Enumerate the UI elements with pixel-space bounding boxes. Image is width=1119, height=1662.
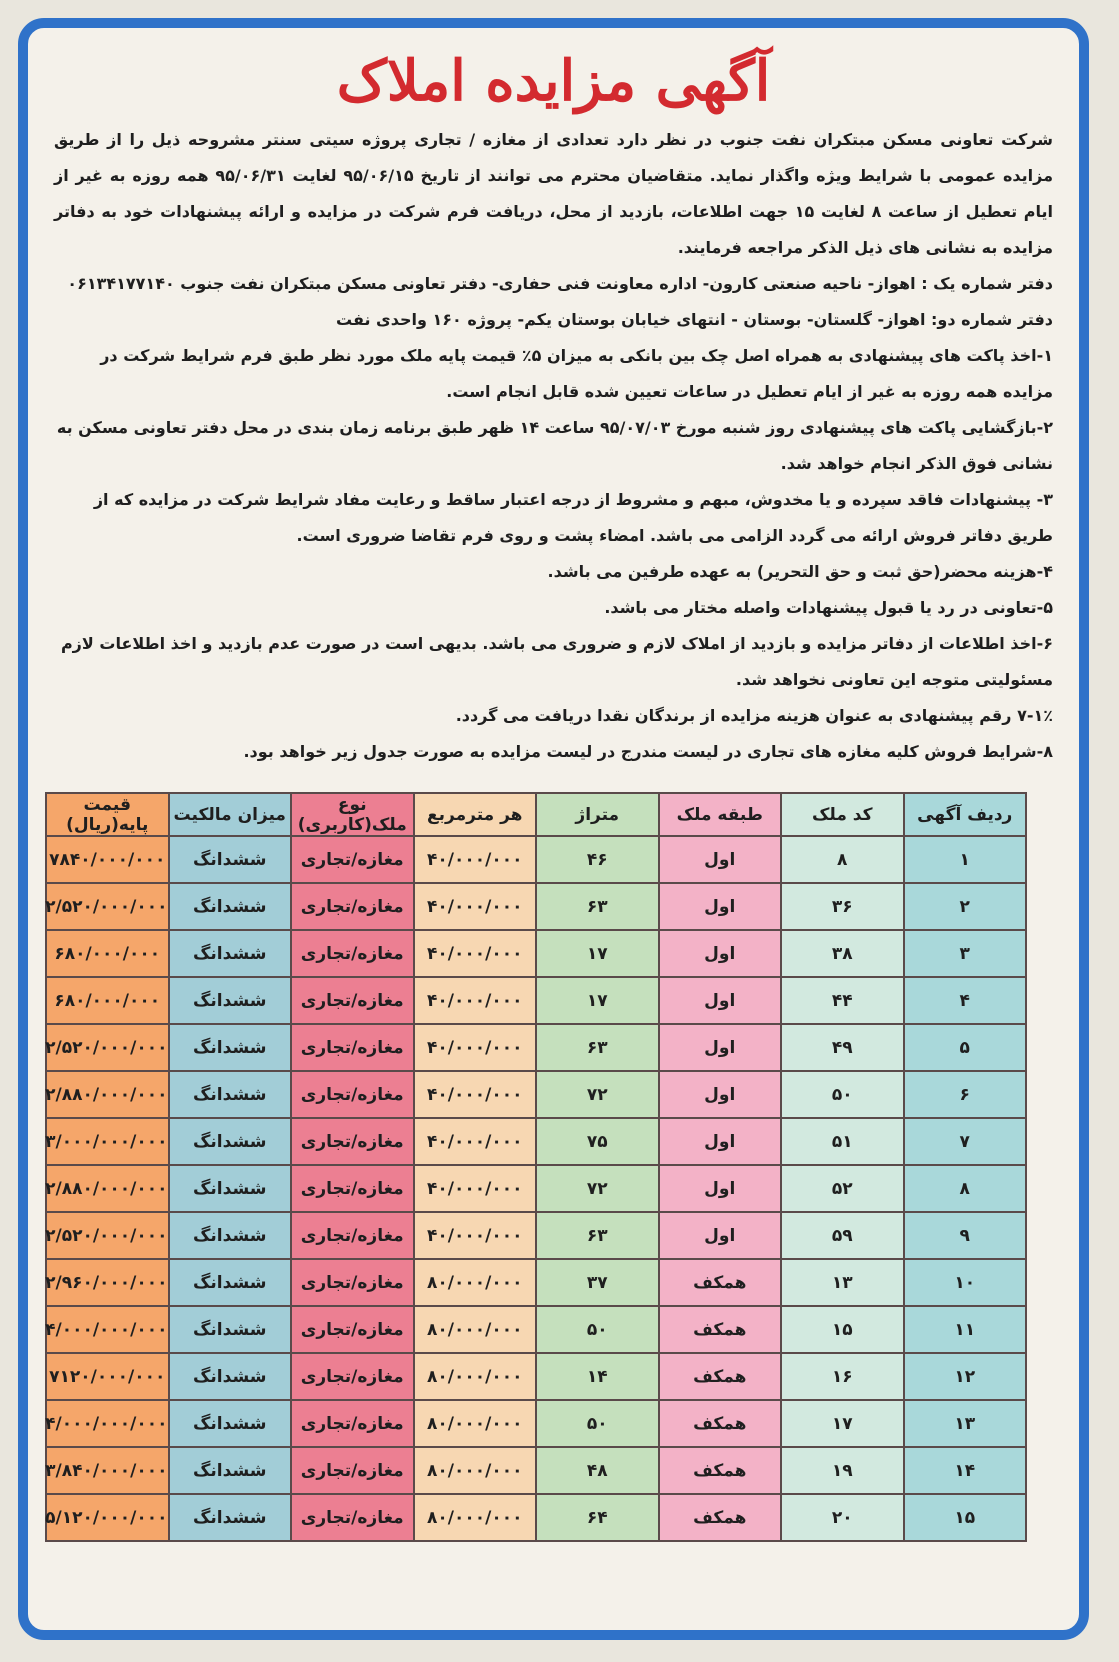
cell-row-number: ۳ [904, 930, 1027, 977]
cell-ownership: ششدانگ [169, 1494, 292, 1541]
cell-price-per-meter: ۴۰/۰۰۰/۰۰۰ [414, 1165, 537, 1212]
condition-2: ۲-بازگشایی پاکت های پیشنهادی روز شنبه مورخ ۹۵/۰۷/۰۳ ساعت ۱۴ ظهر طبق برنامه زمان بندی در محل دفتر تعاونی مسکن به نشانی فوق الذکر انجام خواهد شد. [56, 418, 1053, 473]
properties-table [45, 792, 1027, 1542]
cell-property-code: ۱۶ [781, 1353, 904, 1400]
cell-property-type: مغازه/تجاری [291, 930, 414, 977]
cell-property-code: ۱۹ [781, 1447, 904, 1494]
cell-property-code: ۳۶ [781, 883, 904, 930]
cell-base-price: ۶۸۰/۰۰۰/۰۰۰ [46, 930, 169, 977]
cell-floor: اول [659, 1024, 782, 1071]
cell-floor: اول [659, 977, 782, 1024]
cell-base-price: ۵/۱۲۰/۰۰۰/۰۰۰ [46, 1494, 169, 1541]
table-body [46, 836, 1026, 1541]
cell-row-number: ۲ [904, 883, 1027, 930]
cell-property-code: ۵۱ [781, 1118, 904, 1165]
cell-base-price: ۲/۵۲۰/۰۰۰/۰۰۰ [46, 883, 169, 930]
cell-ownership: ششدانگ [169, 1212, 292, 1259]
cell-floor: همکف [659, 1494, 782, 1541]
condition-5: ۵-تعاونی در رد یا قبول پیشنهادات واصله مختار می باشد. [604, 598, 1053, 617]
cell-price-per-meter: ۴۰/۰۰۰/۰۰۰ [414, 977, 537, 1024]
cell-ownership: ششدانگ [169, 1259, 292, 1306]
cell-row-number: ۱۳ [904, 1400, 1027, 1447]
cell-area: ۷۲ [536, 1165, 659, 1212]
cell-property-code: ۱۵ [781, 1306, 904, 1353]
office-two: دفتر شماره دو: اهواز- گلستان- بوستان - انتهای خیابان بوستان یکم- پروژه ۱۶۰ واحدی نفت [336, 310, 1053, 329]
table-row [46, 1494, 1026, 1541]
cell-property-code: ۴۹ [781, 1024, 904, 1071]
cell-property-type: مغازه/تجاری [291, 1118, 414, 1165]
header-row-number: ردیف آگهی [904, 793, 1027, 836]
cell-row-number: ۱۱ [904, 1306, 1027, 1353]
cell-ownership: ششدانگ [169, 977, 292, 1024]
cell-row-number: ۹ [904, 1212, 1027, 1259]
cell-row-number: ۶ [904, 1071, 1027, 1118]
cell-ownership: ششدانگ [169, 1353, 292, 1400]
cell-area: ۳۷ [536, 1259, 659, 1306]
cell-area: ۶۳ [536, 883, 659, 930]
cell-ownership: ششدانگ [169, 1165, 292, 1212]
cell-base-price: ۷۸۴۰/۰۰۰/۰۰۰ [46, 836, 169, 883]
cell-floor: اول [659, 930, 782, 977]
table-row [46, 1306, 1026, 1353]
cell-property-type: مغازه/تجاری [291, 977, 414, 1024]
condition-7: ۷-۱٪ رقم پیشنهادی به عنوان هزینه مزایده از برندگان نقدا دریافت می گردد. [455, 706, 1053, 725]
cell-property-type: مغازه/تجاری [291, 1212, 414, 1259]
cell-area: ۶۳ [536, 1212, 659, 1259]
cell-property-type: مغازه/تجاری [291, 1165, 414, 1212]
table-row [46, 1118, 1026, 1165]
cell-area: ۵۰ [536, 1400, 659, 1447]
cell-price-per-meter: ۸۰/۰۰۰/۰۰۰ [414, 1353, 537, 1400]
table-row [46, 883, 1026, 930]
cell-property-type: مغازه/تجاری [291, 1071, 414, 1118]
cell-area: ۶۳ [536, 1024, 659, 1071]
cell-row-number: ۸ [904, 1165, 1027, 1212]
cell-ownership: ششدانگ [169, 1071, 292, 1118]
condition-4: ۴-هزینه محضر(حق ثبت و حق التحریر) به عهده طرفین می باشد. [547, 562, 1053, 581]
cell-price-per-meter: ۸۰/۰۰۰/۰۰۰ [414, 1447, 537, 1494]
cell-price-per-meter: ۴۰/۰۰۰/۰۰۰ [414, 930, 537, 977]
cell-base-price: ۶۸۰/۰۰۰/۰۰۰ [46, 977, 169, 1024]
cell-property-code: ۳۸ [781, 930, 904, 977]
cell-row-number: ۴ [904, 977, 1027, 1024]
ad-body [28, 122, 1079, 770]
header-floor: طبقه ملک [659, 793, 782, 836]
cell-price-per-meter: ۸۰/۰۰۰/۰۰۰ [414, 1494, 537, 1541]
cell-ownership: ششدانگ [169, 930, 292, 977]
table-row [46, 1212, 1026, 1259]
cell-floor: همکف [659, 1306, 782, 1353]
cell-base-price: ۲/۵۲۰/۰۰۰/۰۰۰ [46, 1024, 169, 1071]
header-property-type: نوع ملک(کاربری) [291, 793, 414, 836]
cell-floor: همکف [659, 1259, 782, 1306]
cell-base-price: ۳/۰۰۰/۰۰۰/۰۰۰ [46, 1118, 169, 1165]
cell-ownership: ششدانگ [169, 836, 292, 883]
cell-property-code: ۸ [781, 836, 904, 883]
cell-base-price: ۲/۹۶۰/۰۰۰/۰۰۰ [46, 1259, 169, 1306]
cell-ownership: ششدانگ [169, 1306, 292, 1353]
cell-floor: اول [659, 883, 782, 930]
cell-base-price: ۷۱۲۰/۰۰۰/۰۰۰ [46, 1353, 169, 1400]
condition-1: ۱-اخذ پاکت های پیشنهادی به همراه اصل چک بین بانکی به میزان ۵٪ قیمت پایه ملک مورد نظر طبق فرم شرایط شرکت در مزایده همه روزه به غیر از ایام تعطیل در ساعات تعیین شده قابل انجام است. [100, 346, 1053, 401]
cell-price-per-meter: ۴۰/۰۰۰/۰۰۰ [414, 1071, 537, 1118]
table-row [46, 1071, 1026, 1118]
cell-property-code: ۴۴ [781, 977, 904, 1024]
cell-floor: اول [659, 836, 782, 883]
cell-property-code: ۲۰ [781, 1494, 904, 1541]
header-area: متراژ [536, 793, 659, 836]
cell-row-number: ۱۵ [904, 1494, 1027, 1541]
cell-property-type: مغازه/تجاری [291, 836, 414, 883]
cell-price-per-meter: ۸۰/۰۰۰/۰۰۰ [414, 1259, 537, 1306]
cell-floor: اول [659, 1118, 782, 1165]
cell-area: ۱۴ [536, 1353, 659, 1400]
cell-base-price: ۲/۸۸۰/۰۰۰/۰۰۰ [46, 1071, 169, 1118]
cell-property-code: ۵۲ [781, 1165, 904, 1212]
cell-property-code: ۵۰ [781, 1071, 904, 1118]
condition-3: ۳- پیشنهادات فاقد سپرده و یا مخدوش، مبهم و مشروط از درجه اعتبار ساقط و رعایت مفاد شرایط شرکت در مزایده که از طریق دفاتر فروش ارائه می گردد الزامی می باشد. امضاء پشت و روی فرم تقاضا ضروری است. [93, 490, 1053, 545]
cell-row-number: ۱۰ [904, 1259, 1027, 1306]
cell-price-per-meter: ۴۰/۰۰۰/۰۰۰ [414, 1212, 537, 1259]
cell-base-price: ۳/۸۴۰/۰۰۰/۰۰۰ [46, 1447, 169, 1494]
cell-ownership: ششدانگ [169, 883, 292, 930]
cell-area: ۱۷ [536, 977, 659, 1024]
cell-base-price: ۲/۸۸۰/۰۰۰/۰۰۰ [46, 1165, 169, 1212]
cell-floor: همکف [659, 1353, 782, 1400]
cell-area: ۴۶ [536, 836, 659, 883]
cell-ownership: ششدانگ [169, 1024, 292, 1071]
cell-price-per-meter: ۴۰/۰۰۰/۰۰۰ [414, 1024, 537, 1071]
cell-property-type: مغازه/تجاری [291, 1494, 414, 1541]
cell-row-number: ۱۴ [904, 1447, 1027, 1494]
cell-property-type: مغازه/تجاری [291, 1024, 414, 1071]
cell-base-price: ۲/۵۲۰/۰۰۰/۰۰۰ [46, 1212, 169, 1259]
cell-area: ۷۲ [536, 1071, 659, 1118]
cell-property-type: مغازه/تجاری [291, 1259, 414, 1306]
cell-row-number: ۵ [904, 1024, 1027, 1071]
cell-floor: اول [659, 1071, 782, 1118]
cell-property-type: مغازه/تجاری [291, 883, 414, 930]
cell-area: ۶۴ [536, 1494, 659, 1541]
cell-floor: همکف [659, 1400, 782, 1447]
table-row [46, 1353, 1026, 1400]
cell-area: ۱۷ [536, 930, 659, 977]
cell-property-code: ۱۷ [781, 1400, 904, 1447]
table-row [46, 1259, 1026, 1306]
cell-property-type: مغازه/تجاری [291, 1306, 414, 1353]
cell-property-code: ۱۳ [781, 1259, 904, 1306]
cell-area: ۴۸ [536, 1447, 659, 1494]
table-row [46, 1400, 1026, 1447]
cell-price-per-meter: ۸۰/۰۰۰/۰۰۰ [414, 1400, 537, 1447]
header-price-per-meter: هر مترمربع [414, 793, 537, 836]
cell-price-per-meter: ۴۰/۰۰۰/۰۰۰ [414, 836, 537, 883]
cell-floor: همکف [659, 1447, 782, 1494]
cell-area: ۵۰ [536, 1306, 659, 1353]
header-ownership: میزان مالکیت [169, 793, 292, 836]
cell-property-type: مغازه/تجاری [291, 1447, 414, 1494]
ad-title: آگهی مزایده املاک [336, 48, 771, 114]
cell-row-number: ۷ [904, 1118, 1027, 1165]
intro-paragraph: شرکت تعاونی مسکن مبتکران نفت جنوب در نظر دارد تعدادی از مغازه / تجاری پروژه سیتی سنتر مشروحه ذیل را از طریق مزایده عمومی با شرایط ویژه واگذار نماید. متقاضیان محترم می توانند از تاریخ ۹۵/۰۶/۱۵ لغایت ۹۵/۰۶/۳۱ همه روزه به غیر از ایام تعطیل از ساعت ۸ لغایت ۱۵ جهت اطلاعات، بازدید از محل، دریافت فرم شرکت در مزایده و ارائه پیشنهادات خود به دفاتر مزایده به نشانی های ذیل الذکر مراجعه فرمایند. [54, 130, 1054, 257]
cell-property-code: ۵۹ [781, 1212, 904, 1259]
table-row [46, 930, 1026, 977]
cell-floor: اول [659, 1165, 782, 1212]
cell-base-price: ۴/۰۰۰/۰۰۰/۰۰۰ [46, 1400, 169, 1447]
table-row [46, 977, 1026, 1024]
header-base-price: قیمت پایه(ریال) [46, 793, 169, 836]
table-row [46, 836, 1026, 883]
table-row [46, 1165, 1026, 1212]
header-property-code: کد ملک [781, 793, 904, 836]
cell-price-per-meter: ۴۰/۰۰۰/۰۰۰ [414, 883, 537, 930]
table-header-row [46, 793, 1026, 836]
cell-row-number: ۱ [904, 836, 1027, 883]
cell-property-type: مغازه/تجاری [291, 1353, 414, 1400]
cell-ownership: ششدانگ [169, 1118, 292, 1165]
cell-base-price: ۴/۰۰۰/۰۰۰/۰۰۰ [46, 1306, 169, 1353]
cell-price-per-meter: ۴۰/۰۰۰/۰۰۰ [414, 1118, 537, 1165]
office-one: دفتر شماره یک : اهواز- ناحیه صنعتی کارون- اداره معاونت فنی حفاری- دفتر تعاونی مسکن مبتکران نفت جنوب ۰۶۱۳۴۱۷۷۱۴۰ [67, 274, 1053, 293]
table-row [46, 1024, 1026, 1071]
cell-ownership: ششدانگ [169, 1400, 292, 1447]
cell-floor: اول [659, 1212, 782, 1259]
cell-area: ۷۵ [536, 1118, 659, 1165]
cell-ownership: ششدانگ [169, 1447, 292, 1494]
condition-6: ۶-اخذ اطلاعات از دفاتر مزایده و بازدید از املاک لازم و ضروری می باشد. بدیهی است در صورت عدم بازدید و اخذ اطلاعات لازم مسئولیتی متوجه این تعاونی نخواهد شد. [60, 634, 1053, 689]
cell-row-number: ۱۲ [904, 1353, 1027, 1400]
condition-8: ۸-شرایط فروش کلیه مغازه های تجاری در لیست مندرج در لیست مزایده به صورت جدول زیر خواهد بود. [243, 742, 1053, 761]
cell-property-type: مغازه/تجاری [291, 1400, 414, 1447]
cell-price-per-meter: ۸۰/۰۰۰/۰۰۰ [414, 1306, 537, 1353]
properties-table-wrap [45, 792, 1027, 1542]
table-row [46, 1447, 1026, 1494]
